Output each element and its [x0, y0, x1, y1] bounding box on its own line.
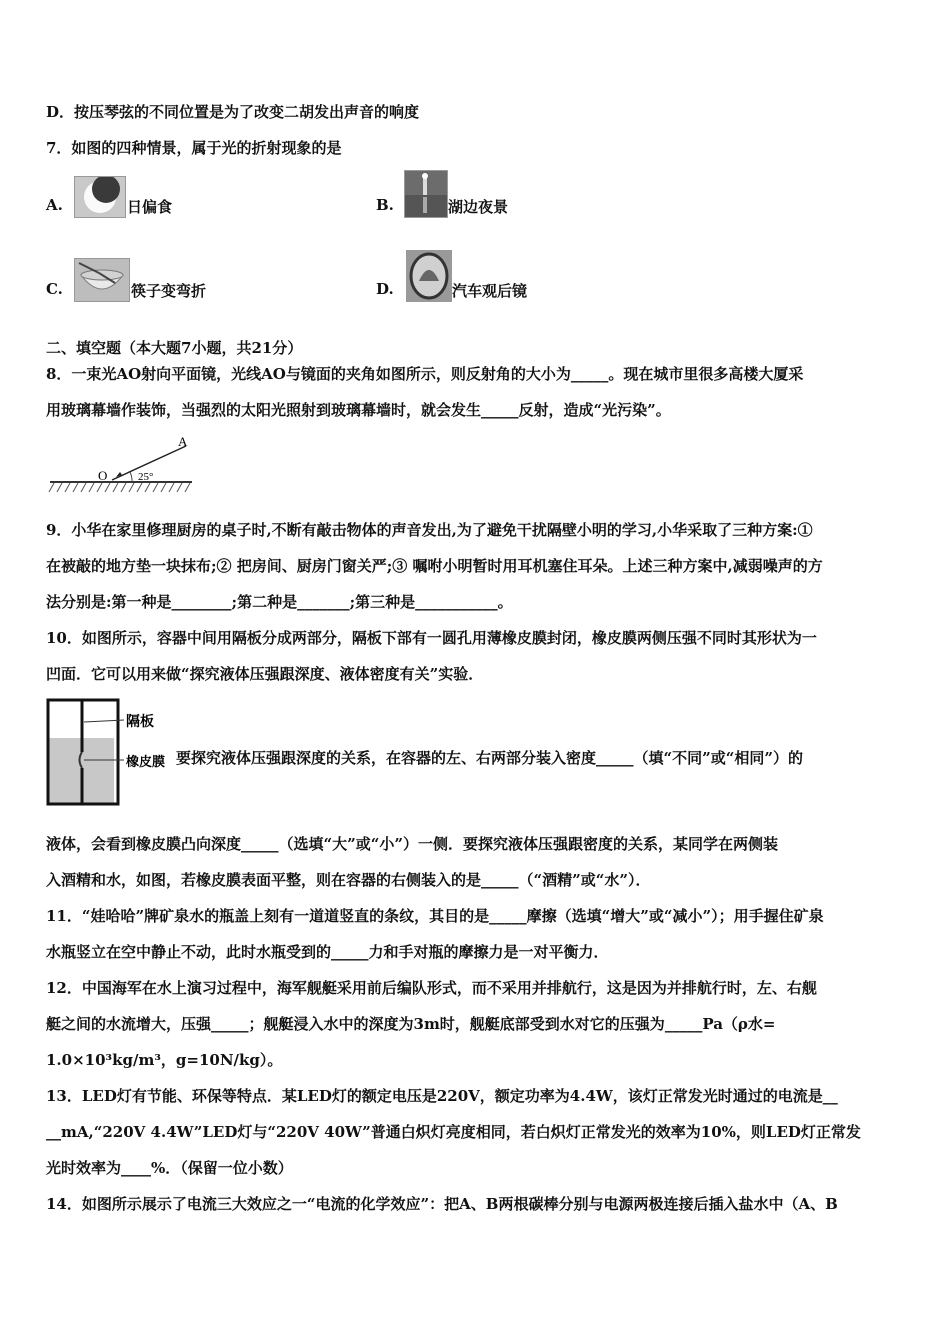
- q14-line-1: 14．如图所示展示了电流三大效应之一“电流的化学效应”：把A、B两根碳棒分别与电源两极连接后插入盐水中（A、B: [46, 1195, 838, 1213]
- q7-option-b-label: 湖边夜景: [448, 198, 509, 216]
- q7-option-a-label: 日偏食: [127, 198, 173, 216]
- q8-mirror-diagram: [46, 436, 196, 496]
- lakeside-night-scene-image: [404, 170, 448, 218]
- car-rearview-mirror-image: [406, 250, 452, 302]
- q9-line-2: 在被敲的地方垫一块抹布;② 把房间、厨房门窗关严;③ 嘱咐小明暂时用耳机塞住耳朵。上述三种方案中,减弱噪声的方: [46, 557, 823, 575]
- q7-option-a-letter[interactable]: A.: [46, 196, 63, 214]
- q10-label-partition: 隔板: [126, 714, 154, 730]
- q7-option-d-label: 汽车观后镜: [452, 282, 528, 300]
- q12-line-3: 1.0×10³kg/m³，g=10N/kg）。: [46, 1051, 283, 1069]
- q10-line-1: 10．如图所示，容器中间用隔板分成两部分，隔板下部有一圆孔用薄橡皮膜封闭，橡皮膜两侧压强不同时其形状为一: [46, 629, 817, 647]
- q12-line-1: 12．中国海军在水上演习过程中，海军舰艇采用前后编队形式，而不采用并排航行，这是因为并排航行时，左、右舰: [46, 979, 817, 997]
- q8-label-a: A: [178, 436, 188, 449]
- q13-line-3: 光时效率为____%．（保留一位小数）: [46, 1159, 293, 1177]
- q9-line-1: 9．小华在家里修理厨房的桌子时,不断有敲击物体的声音发出,为了避免干扰隔壁小明的学习,小华采取了三种方案:①: [46, 521, 813, 539]
- q10-line-5: 入酒精和水，如图，若橡皮膜表面平整，则在容器的右侧装入的是_____（“酒精”或“水”）．: [46, 871, 651, 889]
- q7-stem: 7．如图的四种情景，属于光的折射现象的是: [46, 139, 342, 157]
- q6-option-d: D．按压琴弦的不同位置是为了改变二胡发出声音的响度: [46, 103, 420, 121]
- bent-chopsticks-bowl-image: [74, 258, 130, 302]
- q8-label-o: O: [98, 468, 108, 483]
- q11-line-1: 11．“娃哈哈”牌矿泉水的瓶盖上刻有一道道竖直的条纹，其目的是_____摩擦（选填“增大”或“减小”）；用手握住矿泉: [46, 907, 824, 925]
- q7-option-d-letter[interactable]: D.: [376, 280, 394, 298]
- q8-line-2: 用玻璃幕墙作装饰，当强烈的太阳光照射到玻璃幕墙时，就会发生_____反射，造成“光污染”。: [46, 401, 671, 419]
- q9-line-3: 法分别是:第一种是________;第二种是_______;第三种是___________。: [46, 593, 513, 611]
- q7-option-c-letter[interactable]: C.: [46, 280, 63, 298]
- q13-line-2: __mA,“220V 4.4W”LED灯与“220V 40W”普通白炽灯亮度相同，若白炽灯正常发光的效率为10%，则LED灯正常发: [46, 1123, 861, 1141]
- q10-line-2: 凹面．它可以用来做“探究液体压强跟深度、液体密度有关”实验．: [46, 665, 484, 683]
- section-heading-fill-in: 二、填空题（本大题7小题，共21分）: [46, 339, 303, 357]
- q8-angle-label: 25°: [138, 471, 154, 483]
- q10-line-4: 液体，会看到橡皮膜凸向深度_____（选填“大”或“小”）一侧．要探究液体压强跟密度的关系，某同学在两侧装: [46, 835, 779, 853]
- q10-label-membrane: 橡皮膜: [126, 755, 166, 770]
- q10-line-3: 要探究液体压强跟深度的关系，在容器的左、右两部分装入密度_____（填“不同”或“相同”）的: [176, 749, 804, 767]
- q8-line-1: 8．一束光AO射向平面镜，光线AO与镜面的夹角如图所示，则反射角的大小为_____。现在城市里很多高楼大厦采: [46, 365, 804, 383]
- q7-option-c-label: 筷子变弯折: [131, 282, 207, 300]
- q7-option-b-letter[interactable]: B.: [376, 196, 394, 214]
- q12-line-2: 艇之间的水流增大，压强_____；舰艇浸入水中的深度为3m时，舰艇底部受到水对它的压强为_____Pa（ρ水=: [46, 1015, 776, 1033]
- q13-line-1: 13．LED灯有节能、环保等特点．某LED灯的额定电压是220V，额定功率为4.4W，该灯正常发光时通过的电流是__: [46, 1087, 838, 1105]
- q11-line-2: 水瓶竖立在空中静止不动，此时水瓶受到的_____力和手对瓶的摩擦力是一对平衡力．: [46, 943, 609, 961]
- partial-solar-eclipse-image: [74, 176, 126, 218]
